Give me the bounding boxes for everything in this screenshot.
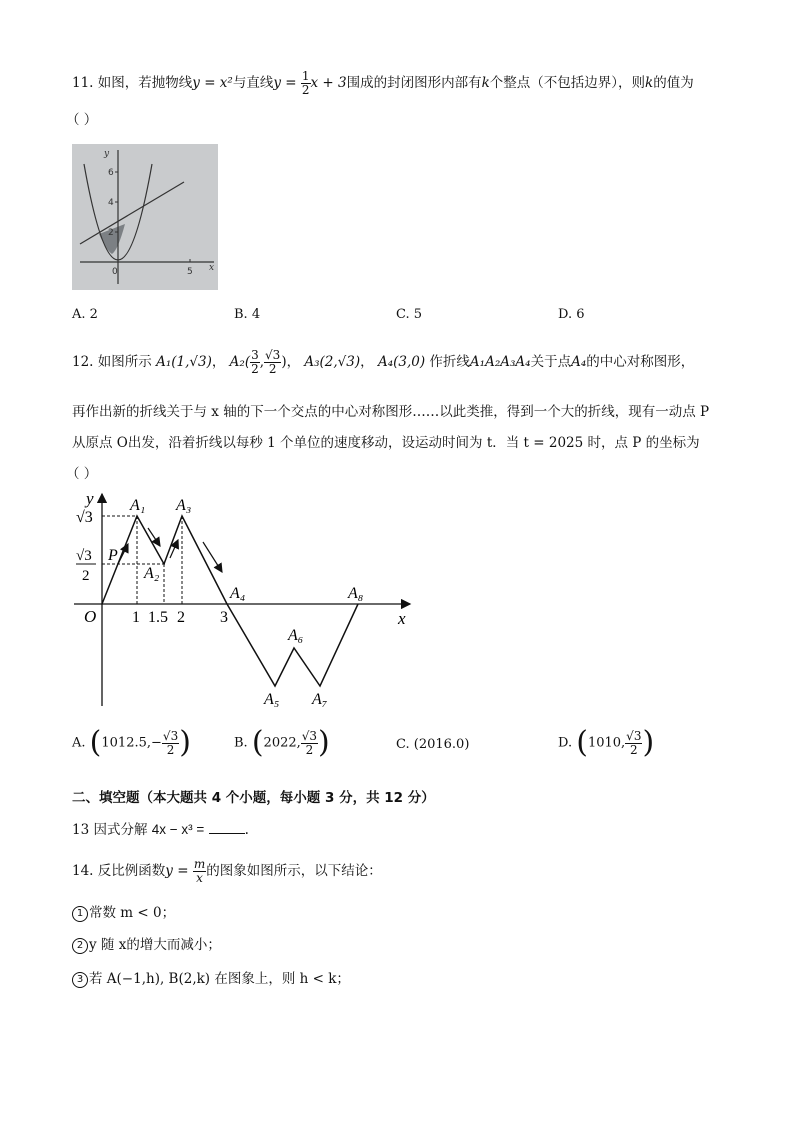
q11-k: k <box>481 75 490 91</box>
q12-option-a[interactable]: A. (1012.5,− $\frac{√3}{2}$ ) <box>72 725 191 760</box>
q12-fig-p: P <box>108 547 118 564</box>
q11-label-4: 4 <box>108 198 114 208</box>
q12-fig-origin: O <box>84 607 97 626</box>
q11-k-2: k <box>645 75 654 91</box>
q11-figure <box>72 144 218 290</box>
q11-label-0: 0 <box>112 267 118 277</box>
q12-text-a: 如图所示 <box>97 354 152 370</box>
q13-blank[interactable] <box>209 821 245 834</box>
q14-conclusion-3: 3 若 A(−1,h), B(2,k) 在图象上，则 h < k； <box>72 967 350 988</box>
q11-label-y: y <box>104 149 110 159</box>
q12-fig-tick-15: 1.5 <box>148 609 168 626</box>
q12-fig-a8: A₈ <box>348 585 364 602</box>
section-2-title: 二、填空题（本大题共 4 个小题，每小题 3 分，共 12 分） <box>72 790 435 806</box>
q11-answer-paren: （ ） <box>66 112 98 128</box>
q14-conclusion-1: 1 常数 m < 0； <box>72 901 175 922</box>
q11-eq-line-fraction: $\frac{1}{2}$ <box>301 69 310 97</box>
q12-fig-half-num: √3 <box>76 548 92 564</box>
q11-option-b[interactable]: B. 4 <box>234 307 261 322</box>
q13-end: . <box>244 822 249 838</box>
q12-fig-a4: A₄ <box>230 585 246 602</box>
q11-text-e: 的值为 <box>653 75 694 91</box>
q12-point-a4: A₄(3,0) <box>377 354 426 370</box>
q13-number: 13 <box>72 822 90 838</box>
q12-number: 12. <box>72 354 94 370</box>
q11-label-2: 2 <box>108 228 114 238</box>
q11-option-d[interactable]: D. 6 <box>558 307 585 322</box>
q12-fig-sqrt3: √3 <box>76 509 93 526</box>
q12-option-b[interactable]: B. (2022, $\frac{√3}{2}$ ) <box>234 725 330 760</box>
q14-conclusion-2: 2 y 随 x的增大而减小； <box>72 933 221 954</box>
q12-point-a4-ref: A₄ <box>571 354 587 370</box>
q12-stem-line3: 从原点 O出发，沿着折线以每秒 1 个单位的速度移动，设运动时间为 t．当 t = 2025 时，点 P 的坐标为 <box>72 435 700 451</box>
q12-point-a2-pre: A₂( <box>229 354 251 370</box>
q13 <box>72 818 249 838</box>
q12-fig-tick-2: 2 <box>177 609 185 626</box>
q12-option-c[interactable]: C. (2016.0) <box>396 737 470 752</box>
q11-label-6: 6 <box>108 168 114 178</box>
q11-eq-line-post: x + 3 <box>310 75 347 91</box>
q12-fig-half-den: 2 <box>82 568 90 584</box>
q14-text-a: 反比例函数 <box>97 863 166 879</box>
q12-text-b: 作折线 <box>429 354 470 370</box>
q12-point-a3: A₃(2,√3) <box>304 354 361 370</box>
q11-text-c: 围成的封闭图形内部有 <box>346 75 482 91</box>
q12-a2-x: $\frac{3}{2}$ <box>251 348 259 376</box>
q14-mark-1: 1 <box>72 906 88 922</box>
q11-text-d: 个整点（不包括边界），则 <box>489 75 646 91</box>
q11-stem <box>72 68 694 98</box>
q12-fig-a5: A₅ <box>264 691 280 708</box>
q13-expr: 4x − x³ = <box>151 822 205 837</box>
q11-label-x: x <box>209 263 215 273</box>
q14-eq-pre: y = <box>165 863 189 879</box>
q12-fig-y: y <box>86 489 94 508</box>
q14-mark-3: 3 <box>72 972 88 988</box>
q12-fig-a3: A₃ <box>176 497 192 514</box>
q12-fig-tick-3: 3 <box>220 609 228 626</box>
q12-fig-a1: A₁ <box>130 497 146 514</box>
q12-text-c: 关于点 <box>530 354 572 370</box>
q14-number: 14. <box>72 863 94 879</box>
q12-answer-paren: （ ） <box>66 466 98 482</box>
q11-text-b: 与直线 <box>232 75 274 91</box>
q11-number: 11. <box>72 75 94 91</box>
q14-text-b: 的图象如图所示，以下结论： <box>206 863 382 879</box>
q11-option-a[interactable]: A. 2 <box>72 307 98 322</box>
q12-polyline: A₁A₂A₃A₄ <box>469 354 531 370</box>
q12-fig-tick-1: 1 <box>132 609 140 626</box>
q12-fig-a6: A₆ <box>288 627 304 644</box>
q12-figure <box>70 488 420 716</box>
q11-eq-line-pre: y = <box>273 75 297 91</box>
q12-fig-a2: A₂ <box>144 565 160 582</box>
q12-a2-y: $\frac{√3}{2}$ <box>265 348 281 376</box>
q12-text-d: 的中心对称图形， <box>586 354 695 370</box>
q12-fig-a7: A₇ <box>312 691 328 708</box>
q11-label-5: 5 <box>187 267 193 277</box>
q11-text-a: 如图，若抛物线 <box>97 75 193 91</box>
q12-point-a1: A₁(1,√3) <box>156 354 212 370</box>
q11-option-c[interactable]: C. 5 <box>396 307 423 322</box>
q12-stem-line2: 再作出新的折线关于与 x 轴的下一个交点的中心对称图形……以此类推，得到一个大的折线，现有一动点 P <box>72 404 710 420</box>
q14-eq-fraction: $\frac{m}{x}$ <box>193 857 206 885</box>
q14-mark-2: 2 <box>72 938 88 954</box>
q12-option-d[interactable]: D. (1010, $\frac{√3}{2}$ ) <box>558 725 655 760</box>
q12-fig-x: x <box>398 609 406 628</box>
q13-text: 因式分解 <box>93 822 148 838</box>
q11-eq-parabola: y = x² <box>192 75 233 91</box>
q14-stem <box>72 856 382 886</box>
q12-stem-line1: 12. 如图所示 A₁(1,√3)， A₂( $\frac{3}{2}$ , $\frac{√3}{2}$ )， A₃(2,√3)， A₄(3,0) 作折线A₁A₂A₃A₄关于点A₄的中心对称图形， <box>72 348 695 376</box>
